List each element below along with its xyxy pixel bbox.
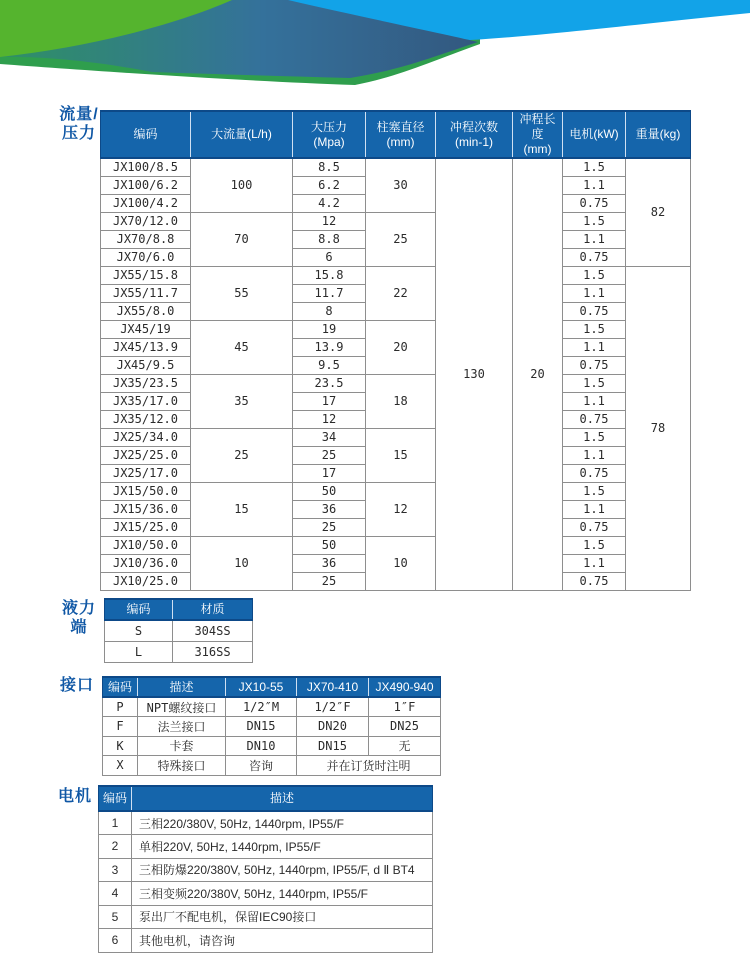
column-header-line: JX490-940: [375, 679, 434, 694]
table-cell: 130: [436, 158, 513, 590]
table-cell: JX10/50.0: [101, 536, 191, 554]
column-header: [626, 111, 691, 158]
table-cell: 23.5: [293, 374, 366, 392]
table-cell: 4: [99, 882, 132, 906]
column-header-line: 大流量(L/h): [211, 127, 272, 141]
table-cell: JX15/50.0: [101, 482, 191, 500]
table-cell: 12: [293, 212, 366, 230]
table-row: [101, 320, 691, 338]
table-row: [99, 905, 433, 929]
header-row: [105, 599, 253, 620]
table-cell: 8.8: [293, 230, 366, 248]
label-line: 接口: [59, 677, 94, 694]
table-row: [103, 756, 441, 776]
table-cell: JX15/36.0: [101, 500, 191, 518]
table-cell: 1.1: [563, 230, 626, 248]
table-cell: 25: [191, 428, 293, 482]
header-row: [101, 111, 691, 158]
label-line: 压力: [61, 124, 96, 142]
table-cell: JX25/17.0: [101, 464, 191, 482]
table-cell: 5: [99, 905, 132, 929]
table-cell: JX10/36.0: [101, 554, 191, 572]
table-cell: 70: [191, 212, 293, 266]
table-cell: JX70/6.0: [101, 248, 191, 266]
table-row: [103, 717, 441, 737]
table-cell: 6: [99, 929, 132, 953]
column-header: [436, 111, 513, 158]
table-row: [99, 882, 433, 906]
label-line: 液力: [61, 600, 96, 617]
table-cell: 1.5: [563, 212, 626, 230]
motor-table: [98, 785, 433, 953]
column-header: [103, 677, 138, 697]
hydraulic-end-table: [104, 598, 253, 663]
table-cell: 0.75: [563, 572, 626, 590]
column-header-line: 材质: [200, 602, 225, 616]
table-cell: 1.1: [563, 338, 626, 356]
table-cell: 18: [366, 374, 436, 428]
flow-pressure-table: [100, 110, 691, 591]
column-header: [226, 677, 297, 697]
table-cell: 50: [293, 482, 366, 500]
table-cell: JX35/23.5: [101, 374, 191, 392]
column-header: [369, 677, 441, 697]
table-cell: 1.5: [563, 536, 626, 554]
column-header: [173, 599, 253, 620]
table-cell: JX45/9.5: [101, 356, 191, 374]
table-cell: 35: [191, 374, 293, 428]
table-cell: JX25/25.0: [101, 446, 191, 464]
table-row: [103, 697, 441, 717]
table-cell: 25: [293, 518, 366, 536]
header-wave-decoration: [0, 0, 750, 95]
table-cell: 0.75: [563, 410, 626, 428]
table-cell: 10: [191, 536, 293, 590]
table-cell: 15.8: [293, 266, 366, 284]
table-cell: 19: [293, 320, 366, 338]
interface-table: [102, 676, 441, 776]
table-cell: 1.5: [563, 320, 626, 338]
table-cell: 22: [366, 266, 436, 320]
table-cell: S: [105, 620, 173, 641]
table-cell: 55: [191, 266, 293, 320]
table-cell: L: [105, 641, 173, 662]
column-header: [513, 111, 563, 158]
table-cell: 咨询: [226, 756, 297, 776]
label-line: 电机: [57, 788, 92, 805]
table-cell: 36: [293, 500, 366, 518]
table-cell: 17: [293, 464, 366, 482]
table-cell: 304SS: [173, 620, 253, 641]
table-cell: 0.75: [563, 302, 626, 320]
table-cell: 30: [366, 158, 436, 212]
table-cell: P: [103, 697, 138, 717]
table-cell: 0.75: [563, 518, 626, 536]
table-cell: 25: [293, 572, 366, 590]
table-cell: JX100/8.5: [101, 158, 191, 176]
column-header: [99, 786, 132, 811]
table-cell: JX25/34.0: [101, 428, 191, 446]
table-cell: 8.5: [293, 158, 366, 176]
table-cell: 无: [369, 736, 441, 756]
column-header-line: 编码: [126, 602, 151, 616]
section-label-interface: [58, 677, 96, 696]
table-cell: JX55/15.8: [101, 266, 191, 284]
table-cell: 45: [191, 320, 293, 374]
table-cell: 三相防爆220/380V, 50Hz, 1440rpm, IP55/F, d Ⅱ BT4: [132, 858, 433, 882]
table-row: [101, 536, 691, 554]
column-header-line: JX70-410: [306, 679, 359, 694]
table-cell: 13.9: [293, 338, 366, 356]
table-cell: 9.5: [293, 356, 366, 374]
table-cell: 其他电机，请咨询: [132, 929, 433, 953]
table-cell: 0.75: [563, 464, 626, 482]
table-cell: DN15: [226, 717, 297, 737]
table-row: [99, 929, 433, 953]
column-header-line: 冲程长度: [519, 112, 556, 141]
table-row: [99, 811, 433, 835]
table-cell: 17: [293, 392, 366, 410]
section-label-hydraulic-end: [60, 600, 98, 638]
table-cell: 2: [99, 835, 132, 859]
table-row: [101, 266, 691, 284]
table-cell: K: [103, 736, 138, 756]
table-cell: 1.5: [563, 428, 626, 446]
column-header: [105, 599, 173, 620]
table-row: [99, 835, 433, 859]
table-cell: DN25: [369, 717, 441, 737]
table-cell: F: [103, 717, 138, 737]
column-header: [138, 677, 226, 697]
label-line: 端: [70, 618, 88, 636]
table-cell: 1: [99, 811, 132, 835]
table-cell: JX100/4.2: [101, 194, 191, 212]
table-cell: JX15/25.0: [101, 518, 191, 536]
table-cell: JX55/8.0: [101, 302, 191, 320]
table-cell: JX45/19: [101, 320, 191, 338]
table-cell: 0.75: [563, 356, 626, 374]
label-line: 流量/: [59, 106, 99, 123]
column-header-line: (mm): [386, 134, 415, 149]
column-header: [132, 786, 433, 811]
table-cell: 15: [191, 482, 293, 536]
table-cell: 36: [293, 554, 366, 572]
table-cell: 1.5: [563, 266, 626, 284]
table-cell: 100: [191, 158, 293, 212]
table-cell: 78: [626, 266, 691, 590]
table-row: [101, 374, 691, 392]
column-header-line: (mm): [523, 142, 552, 156]
column-header-line: 编码: [133, 127, 158, 141]
column-header-line: (Mpa): [313, 134, 345, 149]
table-cell: 三相220/380V, 50Hz, 1440rpm, IP55/F: [132, 811, 433, 835]
table-cell: 3: [99, 858, 132, 882]
table-row: [99, 858, 433, 882]
table-cell: 1.1: [563, 554, 626, 572]
table-cell: DN20: [297, 717, 369, 737]
table-cell: JX10/25.0: [101, 572, 191, 590]
table-cell: 12: [366, 482, 436, 536]
table-cell: 1.5: [563, 482, 626, 500]
table-cell: JX35/17.0: [101, 392, 191, 410]
table-cell: DN15: [297, 736, 369, 756]
table-cell: 8: [293, 302, 366, 320]
table-cell: DN10: [226, 736, 297, 756]
column-header: [101, 111, 191, 158]
table-row: [103, 736, 441, 756]
column-header-line: 大压力: [310, 119, 347, 134]
table-cell: JX35/12.0: [101, 410, 191, 428]
table-cell: 单相220V, 50Hz, 1440rpm, IP55/F: [132, 835, 433, 859]
table-cell: JX45/13.9: [101, 338, 191, 356]
table-cell: 25: [366, 212, 436, 266]
table-cell: NPT螺纹接口: [138, 697, 226, 717]
table-row: [101, 158, 691, 176]
table-cell: 法兰接口: [138, 717, 226, 737]
table-cell: 1.1: [563, 284, 626, 302]
header-row: [103, 677, 441, 697]
column-header-line: 编码: [102, 791, 127, 805]
table-cell: 20: [366, 320, 436, 374]
table-cell: 4.2: [293, 194, 366, 212]
table-cell: 34: [293, 428, 366, 446]
column-header-line: JX10-55: [238, 679, 284, 694]
column-header-line: 描述: [269, 791, 294, 805]
column-header-line: 电机(kW): [569, 127, 619, 141]
column-header: [297, 677, 369, 697]
table-cell: 0.75: [563, 194, 626, 212]
table-cell: 1/2″F: [297, 697, 369, 717]
table-cell: 12: [293, 410, 366, 428]
table-cell: 1.5: [563, 158, 626, 176]
column-header: [366, 111, 436, 158]
table-cell: 82: [626, 158, 691, 266]
table-cell: JX70/12.0: [101, 212, 191, 230]
table-cell: 1″F: [369, 697, 441, 717]
table-row: [101, 482, 691, 500]
table-cell: 11.7: [293, 284, 366, 302]
table-cell: JX55/11.7: [101, 284, 191, 302]
table-row: [105, 641, 253, 662]
table-row: [105, 620, 253, 641]
section-label-motor: [56, 788, 94, 807]
table-cell: 1.1: [563, 500, 626, 518]
table-cell: 1/2″M: [226, 697, 297, 717]
table-cell: 1.1: [563, 176, 626, 194]
table-cell: X: [103, 756, 138, 776]
table-cell: 三相变频220/380V, 50Hz, 1440rpm, IP55/F: [132, 882, 433, 906]
table-cell: JX100/6.2: [101, 176, 191, 194]
column-header-line: 编码: [107, 679, 132, 694]
column-header: [293, 111, 366, 158]
table-cell: 卡套: [138, 736, 226, 756]
table-cell: 6: [293, 248, 366, 266]
column-header-line: (min-1): [455, 134, 493, 149]
table-cell: 1.1: [563, 392, 626, 410]
table-row: [101, 428, 691, 446]
header-row: [99, 786, 433, 811]
column-header: [191, 111, 293, 158]
table-cell: 50: [293, 536, 366, 554]
table-cell: 10: [366, 536, 436, 590]
column-header-line: 柱塞直径: [376, 119, 425, 134]
table-cell: 6.2: [293, 176, 366, 194]
table-row: [101, 212, 691, 230]
table-cell: 0.75: [563, 248, 626, 266]
table-cell: 20: [513, 158, 563, 590]
table-cell: 特殊接口: [138, 756, 226, 776]
section-label-flow-pressure: [58, 106, 100, 144]
column-header-line: 冲程次数: [449, 119, 498, 134]
table-cell: 15: [366, 428, 436, 482]
table-cell: 泵出厂不配电机，保留IEC90接口: [132, 905, 433, 929]
column-header: [563, 111, 626, 158]
column-header-line: 重量(kg): [635, 127, 681, 141]
table-cell: 316SS: [173, 641, 253, 662]
table-cell: JX70/8.8: [101, 230, 191, 248]
table-cell: 1.1: [563, 446, 626, 464]
table-cell: 25: [293, 446, 366, 464]
table-cell: 1.5: [563, 374, 626, 392]
column-header-line: 描述: [169, 679, 194, 694]
table-cell: 并在订货时注明: [297, 756, 441, 776]
